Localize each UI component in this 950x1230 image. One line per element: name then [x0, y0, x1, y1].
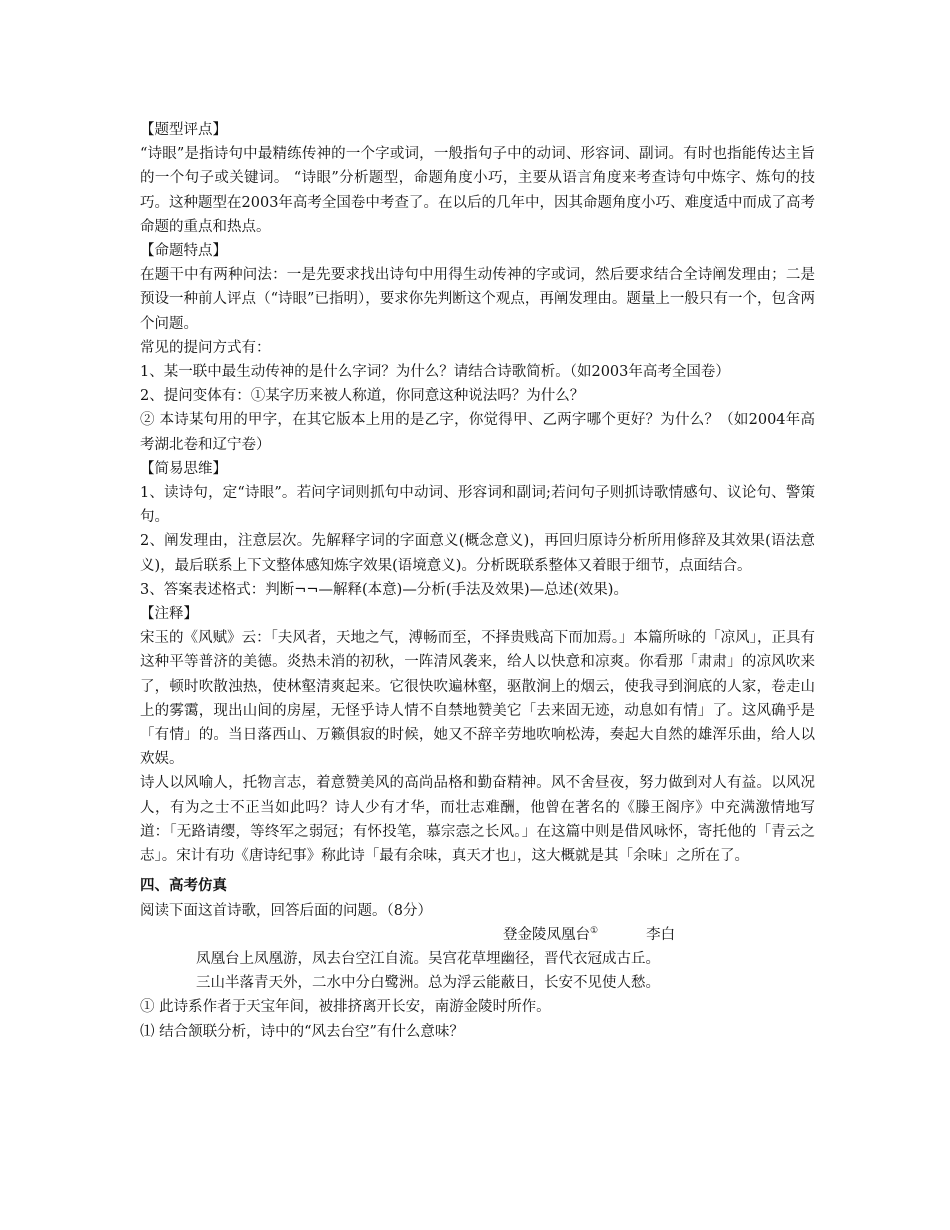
poem-title-line — [140, 923, 815, 947]
paragraph: 2、提问变体有：①某字历来被人称道，你同意这种说法吗？为什么？ — [140, 388, 585, 405]
poem-line: 凤凰台上凤凰游，凤去台空江自流。吴宫花草埋幽径，晋代衣冠成古丘。 — [196, 950, 660, 967]
paragraph: 宋玉的《风赋》云：「夫风者，天地之气，溥畅而至，不择贵贱高下而加焉。」本篇所咏的「凉风」，正具有这种平等普济的美德。炎热未消的初秋，一阵清风袭来，给人以快意和凉爽。你看那「肃肃」的凉风吹来了，顿时吹散浊热，使林壑清爽起来。它很快吹遍林壑，驱散涧上的烟云，使我寻到涧底的人家，卷走山上的雾霭，现出山间的房屋，无怪乎诗人情不自禁地赞美它「去来固无迹，动息如有情」了。这风确乎是「有情」的。当日落西山、万籁俱寂的时候，她又不辞辛劳地吹响松涛，奏起大自然的雄浑乐曲，给人以欢娱。 — [140, 630, 815, 768]
paragraph: 3、答案表述格式：判断¬¬—解释(本意)—分析(手法及效果)—总述(效果)。 — [140, 581, 628, 598]
footnote: ① 此诗系作者于天宝年间，被排挤离开长安，南游金陵时所作。 — [140, 999, 551, 1016]
paragraph: “诗眼”是指诗句中最精练传神的一个字或词，一般指句子中的动词、形容词、副词。有时也指能传达主旨的一个句子或关键词。 “诗眼”分析题型，命题角度小巧，主要从语言角度来考查诗句中炼字、炼句的技巧。这种题型在2003年高考全国卷中考查了。在以后的几年中，因其命题角度小巧、难度适中而成了高考命题的重点和热点。 — [140, 146, 815, 235]
poem-title-footnote-mark: ① — [590, 925, 599, 936]
paragraph: 在题干中有两种问法：一是先要求找出诗句中用得生动传神的字或词，然后要求结合全诗阐发理由；二是预设一种前人评点（“诗眼”已指明），要求你先判断这个观点，再阐发理由。题量上一般只有一个，包含两个问题。 — [140, 267, 815, 332]
question: ⑴ 结合颔联分析，诗中的“风去台空”有什么意味？ — [140, 1023, 464, 1040]
section-heading: 【注释】 — [140, 606, 198, 623]
document-body — [140, 118, 815, 923]
section-heading: 【简易思维】 — [140, 460, 227, 477]
poem-line: 三山半落青天外，二水中分白鹭洲。总为浮云能蔽日，长安不见使人愁。 — [196, 975, 660, 992]
document-page — [140, 118, 815, 1044]
paragraph: 阅读下面这首诗歌，回答后面的问题。（8分） — [140, 902, 432, 919]
poem-title: 登金陵凤凰台 — [503, 926, 590, 943]
paragraph: 常见的提问方式有： — [140, 339, 271, 356]
paragraph: ② 本诗某句用的甲字，在其它版本上用的是乙字，你觉得甲、乙两字哪个更好？为什么？（如2004年高考湖北卷和辽宁卷） — [140, 412, 815, 453]
paragraph: 1、读诗句，定“诗眼”。若问字词则抓句中动词、形容词和副词;若问句子则抓诗歌情感句、议论句、警策句。 — [140, 485, 815, 526]
paragraph: 诗人以风喻人，托物言志，着意赞美风的高尚品格和勤奋精神。风不舍昼夜，努力做到对人有益。以风况人，有为之士不正当如此吗？诗人少有才华，而壮志难酬，他曾在著名的《滕王阁序》中充满激情地写道：「无路请缨，等终军之弱冠；有怀投笔，慕宗悫之长风。」在这篇中则是借风咏怀，寄托他的「青云之志」。宋计有功《唐诗纪事》称此诗「最有余味，真天才也」，这大概就是其「余味」之所在了。 — [140, 775, 815, 865]
part-heading: 四、高考仿真 — [140, 878, 227, 895]
section-heading: 【命题特点】 — [140, 243, 227, 260]
section-heading: 【题型评点】 — [140, 122, 227, 138]
paragraph: 2、阐发理由，注意层次。先解释字词的字面意义(概念意义)，再回归原诗分析所用修辞及其效果(语法意义)，最后联系上下文整体感知炼字效果(语境意义)。分析既联系整体又着眼于细节，点面结合。 — [140, 533, 815, 574]
paragraph: 1、某一联中最生动传神的是什么字词？为什么？请结合诗歌简析。（如2003年高考全国卷） — [140, 364, 730, 381]
poem-author: 李白 — [646, 926, 676, 943]
